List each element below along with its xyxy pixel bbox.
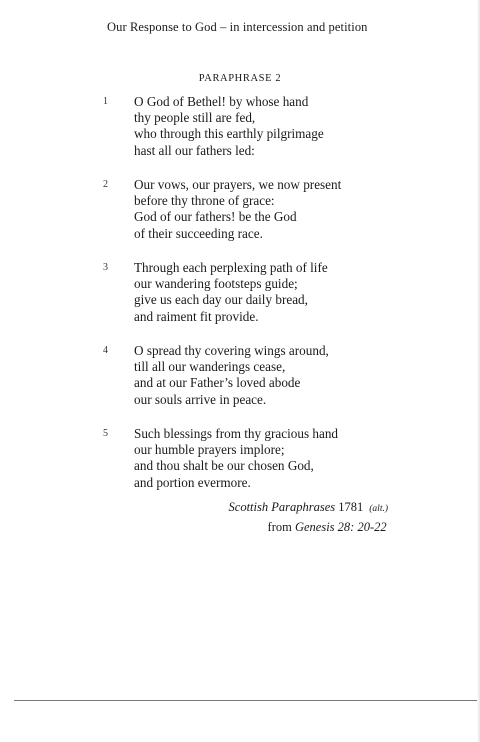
verse-line: our souls arrive in peace. — [134, 391, 267, 407]
scripture-reference: Genesis 28: 20-22 — [294, 520, 387, 534]
from-label: from — [267, 520, 292, 534]
verse-line: O spread thy covering wings around, — [134, 343, 329, 358]
verse-line: Through each perplexing path of life — [134, 260, 328, 275]
verse-line: thy people still are fed, — [134, 110, 256, 126]
verse-line: till all our wanderings cease, — [134, 359, 286, 375]
source-year: 1781 — [338, 500, 364, 514]
verse-4 — [0, 343, 480, 426]
verse-line: and thou shalt be our chosen God, — [134, 458, 314, 474]
verse-number: 4 — [103, 345, 108, 356]
verse-line: who through this earthly pilgrimage — [134, 126, 324, 142]
verse-line: and at our Father’s loved abode — [134, 375, 301, 391]
verse-lines — [134, 343, 329, 408]
attribution — [229, 498, 388, 536]
attribution-source-row — [229, 498, 388, 518]
verse-line: give us each day our daily bread, — [134, 292, 308, 308]
verse-lines — [134, 94, 324, 159]
running-head: Our Response to God – in intercession and petition — [107, 20, 368, 34]
verse-line: and portion evermore. — [134, 474, 251, 490]
attribution-scripture-row — [229, 518, 388, 536]
verse-lines — [134, 426, 338, 491]
hymn-title: PARAPHRASE 2 — [198, 73, 282, 84]
verse-number: 2 — [103, 179, 108, 190]
verse-line: and raiment fit provide. — [134, 308, 259, 324]
verse-line: O God of Bethel! by whose hand — [134, 94, 309, 109]
verse-line: of their succeeding race. — [134, 225, 263, 241]
verse-line: Such blessings from thy gracious hand — [134, 426, 339, 441]
verse-2 — [0, 177, 480, 260]
verse-line: before thy throne of grace: — [134, 193, 275, 209]
verse-number: 3 — [103, 262, 108, 273]
verse-lines — [134, 260, 328, 325]
verse-line: Our vows, our prayers, we now present — [134, 177, 342, 192]
verse-line: our wandering footsteps guide; — [134, 276, 298, 292]
verse-line: hast all our fathers led: — [134, 142, 255, 158]
verse-list — [0, 94, 480, 509]
verse-number: 5 — [103, 428, 108, 439]
verse-3 — [0, 260, 480, 343]
verse-5 — [0, 426, 480, 509]
verse-number: 1 — [103, 96, 108, 107]
verse-1 — [0, 94, 480, 177]
source-title: Scottish Paraphrases — [228, 500, 336, 514]
verse-line: God of our fathers! be the God — [134, 209, 297, 225]
verse-line: our humble prayers implore; — [134, 442, 285, 458]
verse-lines — [134, 177, 341, 242]
bottom-rule — [14, 700, 480, 701]
alt-note: (alt.) — [369, 504, 388, 514]
